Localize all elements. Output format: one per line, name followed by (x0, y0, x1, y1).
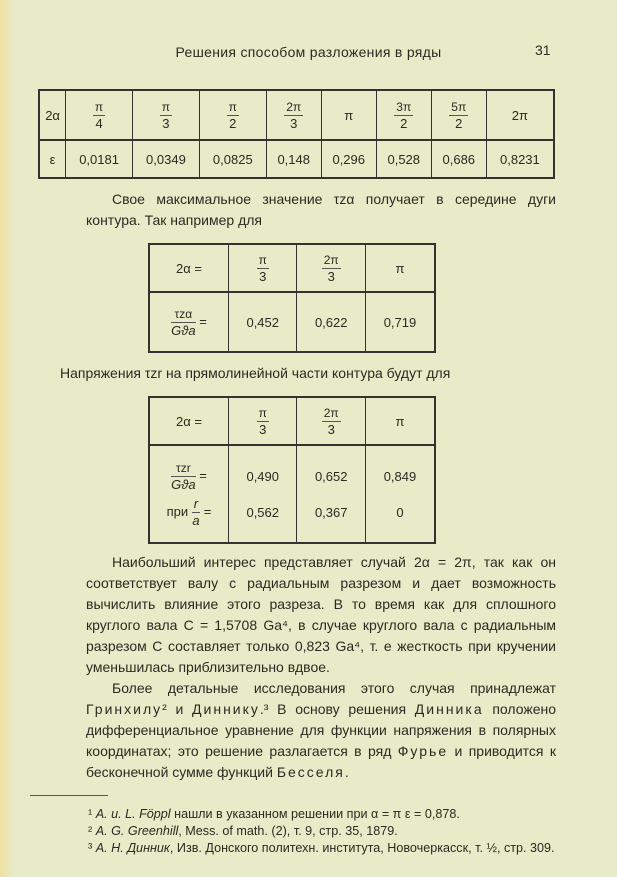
row-label: 2α = (149, 244, 229, 292)
row-label: при $\frac{r}{a}$ = (166, 495, 212, 528)
row-label: $\frac{\text{τzα}}{\text{Gϑa}}$ = (171, 306, 207, 338)
table-cell: 0 (365, 494, 435, 543)
column-header: $\frac{2\pi}{3}$ (266, 90, 321, 140)
table-cell: 0,8231 (486, 140, 554, 178)
table-cell: 0,0181 (66, 140, 133, 178)
row-label: 2α (39, 90, 66, 140)
footnote-3: ³ А. Н. Динник, Изв. Донского политехн. института, Новочеркасск, т. ½, стр. 309. (88, 841, 555, 855)
paragraph: Более детальные исследования этого случая принадлежат Гринхилу² и Диннику.³ В основу решения Динника положено дифференциальное уравнение для функции напряжения в полярных координатах; это решение разлагается в ряд Фурье и приводится к бесконечной сумме функций Бесселя. (86, 680, 557, 780)
table-cell: 0,562 (229, 494, 297, 543)
column-header: $\frac{\pi}{3}$ (229, 397, 297, 445)
paragraph: Свое максимальное значение τzα получает в середине дуги контура. Так например для (86, 191, 556, 228)
column-header: $\frac{3\pi}{2}$ (376, 90, 431, 140)
footnote-rule (30, 795, 108, 796)
column-header: $\frac{\pi}{2}$ (199, 90, 266, 140)
table-tau-z-r (148, 396, 436, 544)
row-label: 2α = (149, 397, 229, 445)
header (0, 42, 617, 62)
column-header: 2π (486, 90, 554, 140)
table-cell: 0,452 (229, 292, 297, 352)
table-tau-z-alpha (148, 243, 436, 353)
table-cell: 0,686 (431, 140, 486, 178)
table-cell: 0,296 (321, 140, 376, 178)
table-epsilon (38, 89, 555, 179)
running-header: Решения способом разложения в ряды (175, 44, 442, 60)
table-cell: 0,849 (365, 445, 435, 494)
table-cell: 0,719 (365, 292, 435, 352)
column-header: π (365, 244, 435, 292)
column-header: $\frac{2\pi}{3}$ (297, 397, 365, 445)
column-header: $\frac{5\pi}{2}$ (431, 90, 486, 140)
paragraph: Наибольший интерес представляет случай 2α = 2π, так как он соответствует валу с радиальным разрезом и дает возможность вычислить влияние этого разреза. В то время как для сплошного круглого вала C = 1,5708 Ga⁴, в случае круглого вала с радиальным разрезом C составляет только 0,823 Ga⁴, т. е жесткость при кручении уменьшилась приблизительно вдвое. (86, 554, 556, 675)
column-header: $\frac{2\pi}{3}$ (297, 244, 365, 292)
table-cell: 0,528 (376, 140, 431, 178)
page-number: 31 (535, 42, 551, 58)
footnotes (60, 806, 560, 857)
table-cell: 0,490 (229, 445, 297, 494)
table-cell: 0,148 (266, 140, 321, 178)
row-label: $\frac{\text{τzr}}{\text{Gϑa}}$ = (171, 460, 207, 492)
column-header: π (321, 90, 376, 140)
table-cell: 0,652 (297, 445, 365, 494)
table-cell: 0,0349 (133, 140, 200, 178)
column-header: $\frac{\pi}{4}$ (66, 90, 133, 140)
paragraph: Напряжения τzr на прямолинейной части контура будут для (60, 365, 451, 381)
table-cell: 0,0825 (199, 140, 266, 178)
footnote-2: ² A. G. Greenhill, Mess. of math. (2), т. 9, стр. 35, 1879. (88, 824, 398, 838)
column-header: π (365, 397, 435, 445)
table-cell: 0,367 (297, 494, 365, 543)
column-header: $\frac{\pi}{3}$ (133, 90, 200, 140)
footnote-1: ¹ A. u. L. Föppl нашли в указанном решении при α = π ε = 0,878. (88, 807, 460, 821)
column-header: $\frac{\pi}{3}$ (229, 244, 297, 292)
table-cell: 0,622 (297, 292, 365, 352)
row-label: ε (49, 151, 56, 167)
